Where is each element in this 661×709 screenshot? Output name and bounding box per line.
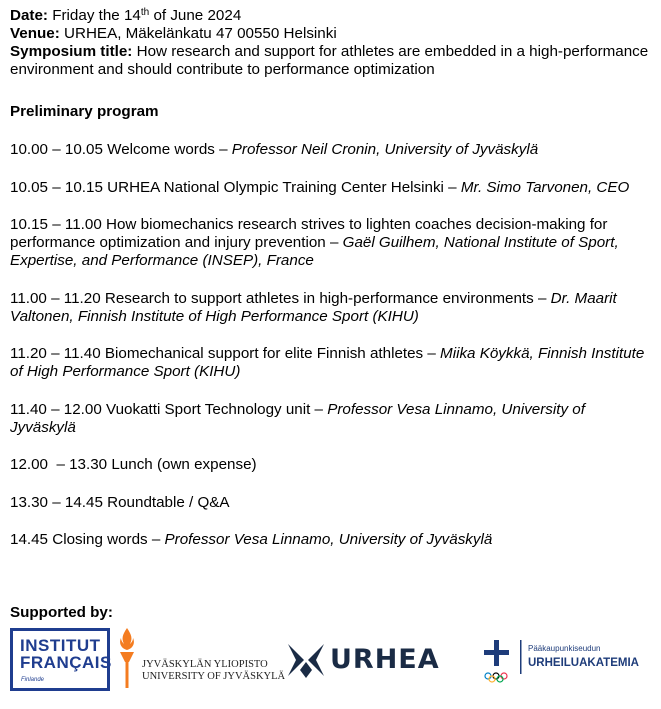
olympic-cross-icon (480, 638, 524, 690)
institut-francais-logo: INSTITUT FRANÇAIS Finlande (10, 628, 110, 691)
date-label: Date: (10, 7, 48, 24)
program-description: Vuokatti Sport Technology unit – (106, 400, 328, 418)
venue-line (10, 25, 650, 43)
torch-icon (116, 626, 138, 690)
date-line (10, 7, 650, 25)
venue-value: URHEA, Mäkelänkatu 47 00550 Helsinki (64, 25, 337, 42)
jyu-wordmark: JYVÄSKYLÄN YLIOPISTO UNIVERSITY OF JYVÄSKYLÄ (142, 659, 286, 682)
program-time: 12.00 – 13.30 (10, 456, 108, 473)
program-item (10, 531, 650, 549)
program-description: Welcome words – (107, 141, 232, 158)
symposium-line (10, 43, 650, 79)
date-value-post: of June 2024 (149, 7, 242, 24)
urhea-emblem-icon (286, 640, 326, 680)
program-item (10, 401, 650, 437)
program-speaker: Miika Köykkä, Finnish Institute of High Performance Sport (KIHU) (10, 345, 645, 380)
program-item (10, 456, 650, 474)
program-time: 11.20 – 11.40 (10, 345, 101, 362)
program-speaker: Dr. Maarit Valtonen, Finnish Institute of High Performance Sport (KIHU) (10, 289, 617, 325)
urhea-wordmark: URHEA (330, 644, 440, 675)
program-description: Lunch (own expense) (111, 456, 257, 473)
symposium-label: Symposium title: (10, 43, 133, 60)
program-time: 10.05 – 10.15 (10, 178, 103, 196)
institut-francais-wordmark: INSTITUT FRANÇAIS (20, 636, 112, 672)
program-time: 14.45 (10, 531, 49, 548)
uak-big-text: URHEILUAKATEMIA (528, 657, 639, 669)
program-time: 11.00 – 11.20 (10, 289, 101, 307)
supporter-logos (0, 624, 661, 704)
program-description: Closing words – (52, 531, 165, 548)
program-speaker: Professor Neil Cronin, University of Jyväskylä (231, 141, 539, 158)
program-list (10, 141, 650, 549)
program-item (10, 345, 650, 381)
program-speaker: Mr. Simo Tarvonen, CEO (460, 178, 630, 196)
supported-by-title: Supported by: (10, 604, 113, 621)
uak-small-text: Pääkaupunkiseudun (528, 644, 601, 653)
symposium-value: How research and support for athletes are embedded in a high-performance environment and should contribute to performance optimization (10, 43, 649, 78)
urheiluakatemia-logo (480, 638, 655, 694)
program-item (10, 216, 650, 270)
venue-label: Venue: (10, 25, 60, 42)
program-item (10, 494, 650, 512)
program-item (10, 179, 650, 197)
program-time: 11.40 – 12.00 (10, 400, 102, 418)
program-time: 13.30 – 14.45 (10, 493, 103, 511)
program-speaker: Professor Vesa Linnamo, University of Jyväskylä (10, 400, 585, 436)
document-body (10, 7, 650, 569)
program-time: 10.00 – 10.05 (10, 141, 103, 158)
program-item (10, 141, 650, 159)
urhea-logo (286, 638, 466, 686)
program-speaker: Gaël Guilhem, National Institute of Sport, Expertise, and Performance (INSEP), France (10, 234, 619, 269)
program-description: Biomechanical support for elite Finnish athletes – (104, 345, 441, 362)
program-description: URHEA National Olympic Training Center Helsinki – (107, 178, 461, 196)
jyu-logo (116, 626, 286, 692)
program-title: Preliminary program (10, 103, 159, 120)
program-speaker: Professor Vesa Linnamo, University of Jyväskylä (164, 531, 493, 548)
program-description: Roundtable / Q&A (107, 493, 230, 511)
program-description: How biomechanics research strives to lighten coaches decision-making for performance optimization and injury prevention – (10, 216, 608, 251)
date-value-pre: Friday the 14 (52, 7, 141, 24)
program-item (10, 290, 650, 326)
date-suffix: th (140, 7, 150, 18)
program-time: 10.15 – 11.00 (10, 216, 102, 233)
program-description: Research to support athletes in high-performance environments – (104, 289, 551, 307)
